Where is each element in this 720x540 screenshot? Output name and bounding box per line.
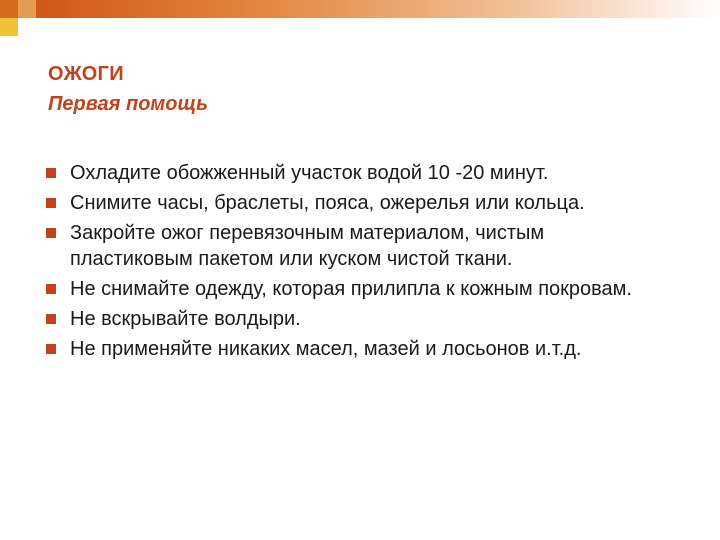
list-item-text: Не снимайте одежду, которая прилипла к кожным покровам.: [70, 278, 632, 300]
list-item-text: Не применяйте никаких масел, мазей и лосьонов и.т.д.: [70, 338, 582, 360]
square-bullet-icon: [46, 198, 56, 208]
list-item: [40, 220, 660, 272]
list-item-text: Не вскрывайте волдыри.: [70, 308, 301, 330]
list-item: [40, 190, 660, 216]
square-bullet-icon: [46, 228, 56, 238]
list-item: [40, 276, 660, 302]
decor-square: [0, 0, 18, 18]
slide-title: ОЖОГИ: [48, 63, 124, 85]
square-bullet-icon: [46, 284, 56, 294]
list-item-text: Закройте ожог перевязочным материалом, чистым пластиковым пакетом или куском чистой ткани.: [70, 222, 545, 270]
list-item: [40, 160, 660, 186]
square-bullet-icon: [46, 168, 56, 178]
square-bullet-icon: [46, 314, 56, 324]
list-item-text: Снимите часы, браслеты, пояса, ожерелья или кольца.: [70, 192, 585, 214]
header-gradient-bar: [36, 0, 720, 18]
list-item-text: Охладите обожженный участок водой 10 -20 минут.: [70, 162, 549, 184]
square-bullet-icon: [46, 344, 56, 354]
header-decoration: [0, 0, 720, 42]
decor-square: [18, 18, 36, 36]
bullet-list: [40, 160, 660, 366]
slide-subtitle: Первая помощь: [48, 93, 209, 115]
decor-square: [0, 18, 18, 36]
list-item: [40, 336, 660, 362]
decor-square: [18, 0, 36, 18]
list-item: [40, 306, 660, 332]
